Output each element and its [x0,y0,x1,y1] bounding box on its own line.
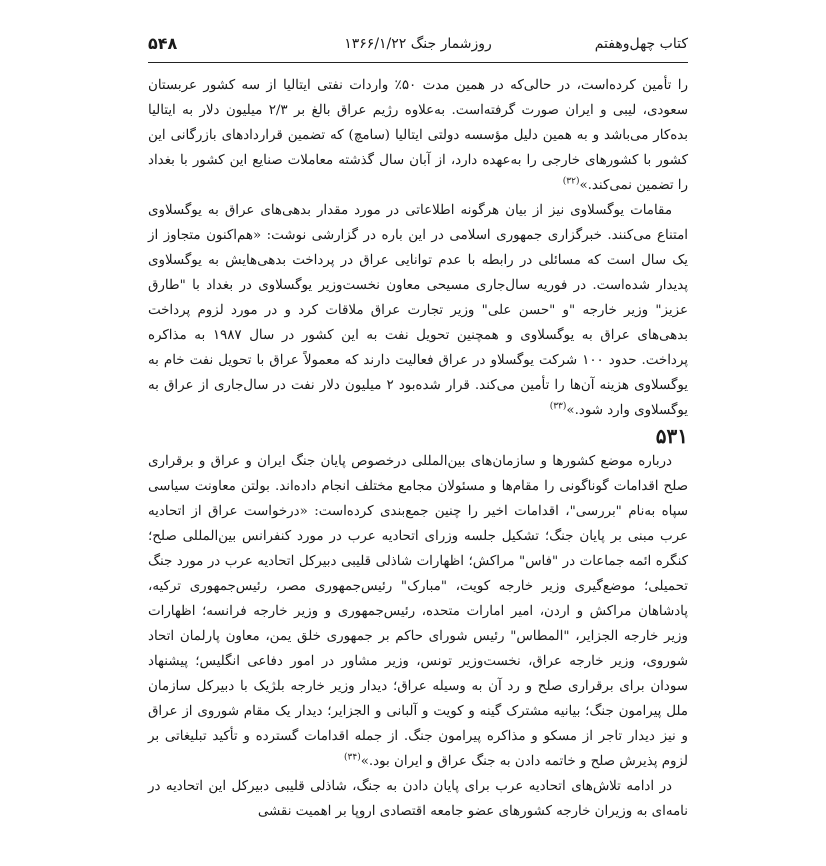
paragraph [148,449,688,774]
footnote-ref: (۳۳) [549,401,567,412]
book-label: کتاب چهل‌وهفتم [594,36,688,52]
running-title: روزشمار جنگ ۱۳۶۶/۱/۲۲ [344,36,492,52]
paragraph [148,73,688,198]
paragraph-text: مقامات یوگسلاوی نیز از بیان هرگونه اطلاعاتی در مورد مقدار بدهی‌های عراق به یوگسلاوی امتناع می‌کنند. خبرگزاری جمهوری اسلامی در این باره در گزارشی نوشت: «هم‌اکنون متجاوز از یک سال است که مسائلی در رابطه با عدم توانایی عراق در پرداخت بدهی‌هایش به یوگسلاوی پدیدار شده‌است. در فوریه سال‌جاری مسیحی معاون نخست‌وزیر یوگسلاوی در بغداد با "طارق عزیز" وزیر خارجه "و "حسن علی" وزیر تجارت عراق ملاقات کرد و در مورد لزوم پرداخت بدهی‌های عراق به یوگسلاوی و همچنین تحویل نفت به این کشور در سال ۱۹۸۷ به مذاکره پرداخت. حدود ۱۰۰ شرکت یوگسلاو در عراق فعالیت دارند که معمولاً عراق با تحویل نفت خام به یوگسلاوی هزینه آن‌ها را تأمین می‌کند. قرار شده‌بود ۲ میلیون دلار نفت در سال‌جاری از عراق به یوگسلاوی وارد شود.» [148,203,688,418]
body-text [148,73,688,824]
entry-number: ۵۳۱ [655,424,688,448]
paragraph [148,774,688,824]
paragraph-text: در ادامه تلاش‌های اتحادیه عرب برای پایان دادن به جنگ، شاذلی قلیبی دبیرکل این اتحادیه در نامه‌ای به وزیران خارجه کشورهای عضو جامعه اقتصادی اروپا بر اهمیت نقشی [148,779,688,819]
header-rule [148,62,688,63]
page-number: ۵۴۸ [148,34,178,53]
paragraph [148,198,688,423]
paragraph-text: را تأمین کرده‌است، در حالی‌که در همین مدت ۵۰٪ واردات نفتی ایتالیا از سه کشور عربستان سعودی، لیبی و ایران صورت گرفته‌است. به‌علاوه رژیم عراق بالغ بر ۲/۳ میلیون دلار به ایتالیا بده‌کار می‌باشد و به همین دلیل مؤسسه دولتی ایتالیا (سامچ) که تضمین قراردادهای بازرگانی این کشور با کشورهای خارجی را به‌عهده دارد، از آبان سال گذشته معاملات صنایع این کشور با بغداد را تضمین نمی‌کند.» [148,78,688,193]
footnote-ref: (۳۴) [344,752,361,763]
footnote-ref: (۳۲) [562,176,580,187]
paragraph-text: درباره موضع کشورها و سازمان‌های بین‌المللی درخصوص پایان جنگ ایران و عراق و برقراری صلح اقدامات گوناگونی را مقام‌ها و مسئولان مجامع مختلف انجام داده‌اند. بولتن معاونت سیاسی سپاه به‌نام "بررسی"، اقدامات اخیر را چنین جمع‌بندی کرده‌است: «درخواست عراق از اتحادیه عرب مبنی بر پایان جنگ؛ تشکیل جلسه وزرای اتحادیه عرب در مورد کنفرانس بین‌المللی صلح؛ کنگره ائمه جماعات در "فاس" مراکش؛ اظهارات شاذلی قلیبی دبیرکل اتحادیه عرب در مورد جنگ تحمیلی؛ موضع‌گیری وزیر خارجه کویت، "مبارک" رئیس‌جمهوری مصر، رئیس‌جمهوری ترکیه، پادشاهان مراکش و اردن، امیر امارات متحده، رئیس‌جمهوری و وزیر خارجه فرانسه؛ اظهارات وزیر خارجه الجزایر، "المطاس" رئیس شورای حاکم بر جمهوری خلق یمن، معاون پارلمان اتحاد شوروی، وزیر خارجه عراق، نخست‌وزیر تونس، وزیر مشاور در امور دفاعی انگلیس؛ پیشنهاد سودان برای برقراری صلح و رد آن به وسیله عراق؛ دیدار وزیر خارجه بلژیک با دبیرکل سازمان ملل پیرامون جنگ؛ بیانیه مشترک گینه و کویت و آلبانی و الجزایر؛ دیدار یک مقام شوروی از عراق و نیز دیدار تاجر از مسکو و مذاکره پیرامون جنگ. از جمله اقدامات گسترده و تأکید تبلیغاتی بر لزوم پذیرش صلح و خاتمه دادن به جنگ عراق و ایران بود.» [148,454,688,769]
page-header [148,30,688,62]
document-page [148,30,688,850]
